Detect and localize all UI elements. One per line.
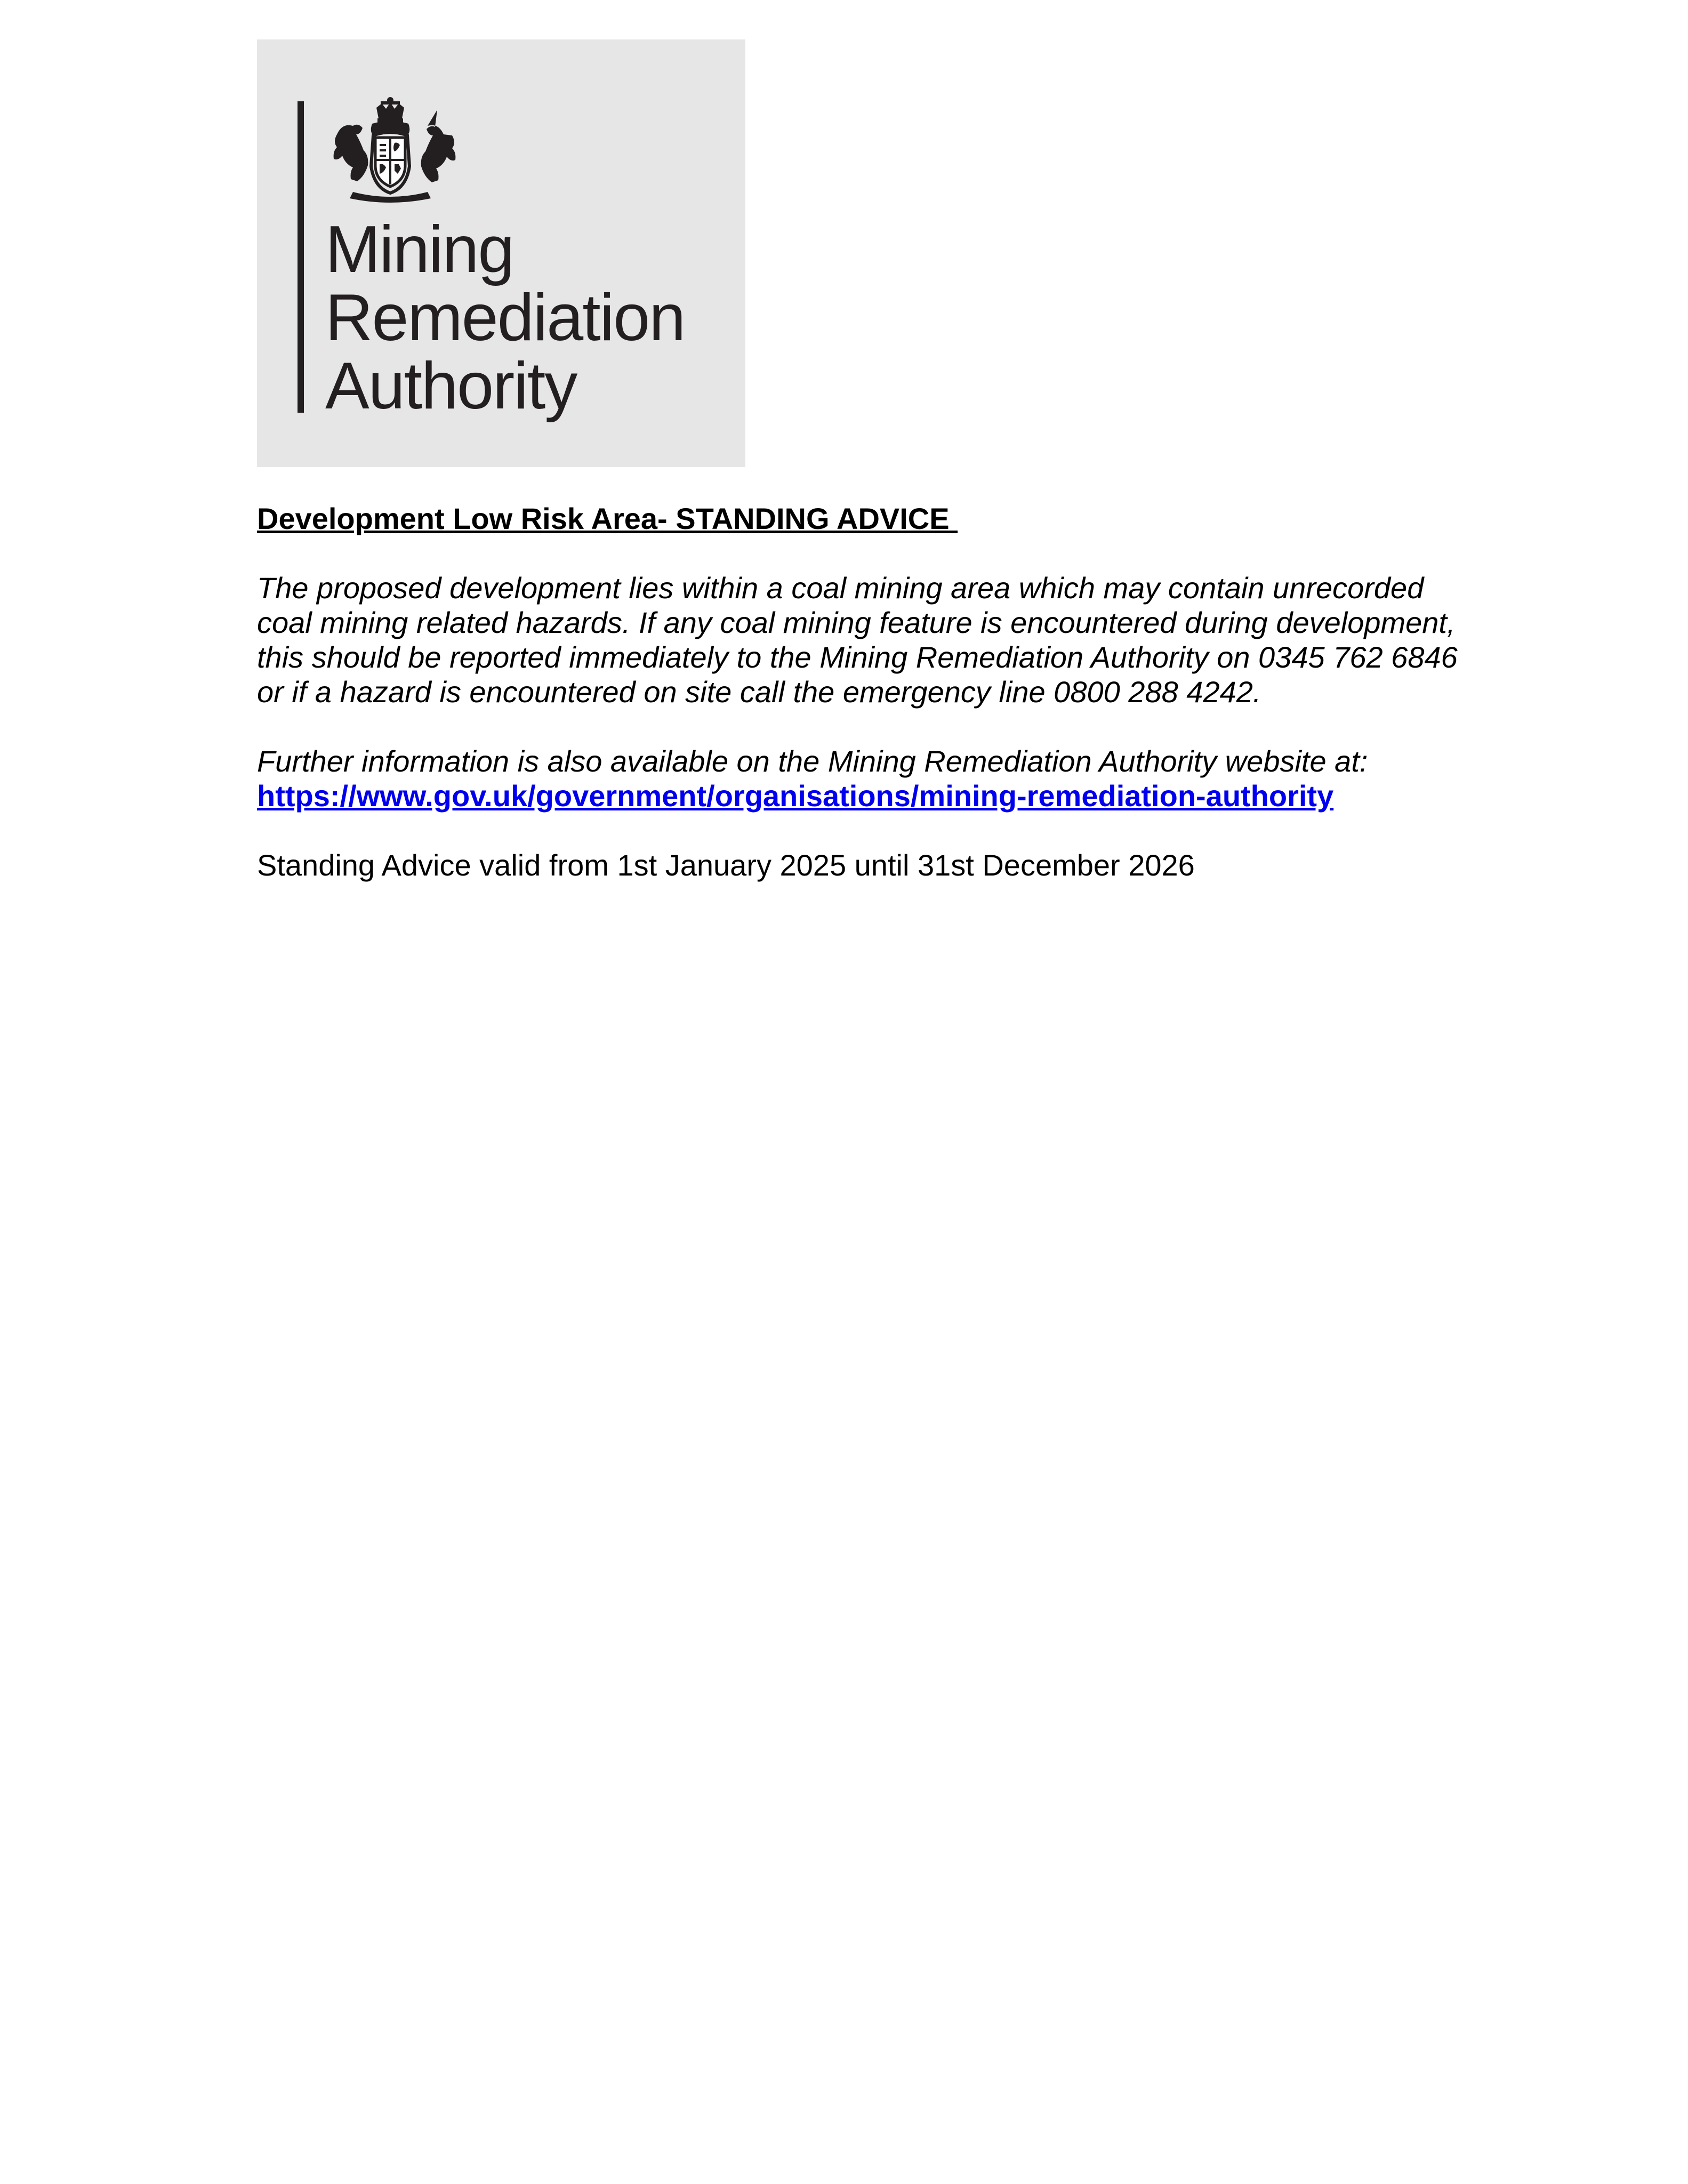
coat-of-arms-icon	[321, 97, 460, 204]
hazard-advice-paragraph: The proposed development lies within a coal mining area which may contain unrecorded coal mining related hazards. If any coal mining feature is encountered during development, this should be reported immediately to the Mining Remediation Authority on 0345 762 6846 or if a hazard is encountered on site call the emergency line 0800 288 4242.	[257, 571, 1458, 709]
validity-statement: Standing Advice valid from 1st January 2025 until 31st December 2026	[257, 848, 1195, 882]
organisation-logo	[257, 39, 745, 467]
logo-vertical-rule	[298, 101, 304, 413]
website-link[interactable]: https://www.gov.uk/government/organisations/mining-remediation-authority	[257, 779, 1334, 813]
logo-line-authority: Authority	[325, 349, 577, 423]
document-body	[257, 501, 1483, 882]
logo-line-mining: Mining	[325, 213, 514, 286]
further-information-paragraph	[257, 744, 1483, 813]
logo-line-remediation: Remediation	[325, 281, 685, 355]
further-information-text: Further information is also available on the Mining Remediation Authority website at:	[257, 744, 1368, 778]
document-heading: Development Low Risk Area- STANDING ADVICE	[257, 502, 958, 535]
logo-wordmark	[325, 213, 685, 423]
